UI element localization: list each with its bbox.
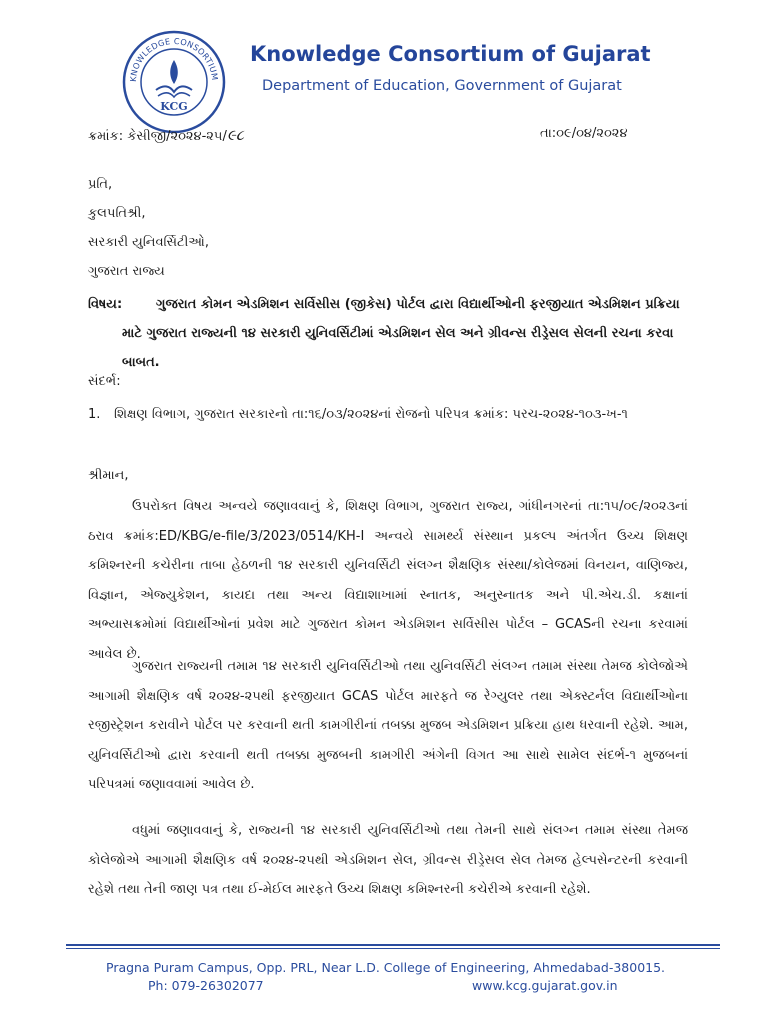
- subject-block: [88, 290, 688, 377]
- reference-item-text: શિક્ષણ વિભાગ, ગુજરાત સરકારનો તા:૧૬/૦૩/૨૦૨૪નાં રોજનો પરિપત્ર ક્રમાંક: પરચ-૨૦૨૪-૧૦૩-ખ-૧: [114, 407, 628, 422]
- footer-divider: [66, 944, 720, 946]
- references-heading: સંદર્ભ:: [88, 374, 121, 389]
- recipient-line: પ્રતિ,: [88, 177, 113, 192]
- kcg-logo: [122, 30, 226, 134]
- reference-number: ક્રમાંક: કેસીજી/૨૦૨૪-૨૫/: [88, 129, 227, 144]
- body-paragraph: ઉપરોક્ત વિષય અન્વયે જણાવવાનું કે, શિક્ષણ વિભાગ, ગુજરાત રાજ્ય, ગાંધીનગરનાં તા:૧૫/૦૯/૨૦૨૩નાં ઠરાવ ક્રમાંક:ED/KBG/e-file/3/2023/0514/KH-I અન્વયે સામર્થ્ય સંસ્થાન પ્રકલ્પ અંતર્ગત ઉચ્ચ શિક્ષણ કમિશ્નરની કચેરીના તાબા હેઠળની ૧૪ સરકારી યુનિવર્સિટી સંલગ્ન શૈક્ષણિક સંસ્થા/કોલેજમાં વિનયન, વાણિજ્ય, વિજ્ઞાન, એજ્યુકેશન, કાયદા તથા અન્ય વિદ્યાશાખામાં સ્નાતક, અનુસ્નાતક અને પી.એચ.ડી. કક્ષાનાં અભ્યાસક્રમોમાં વિદ્યાર્થીઓનાં પ્રવેશ માટે ગુજરાત કોમન એડમિશન સર્વિસીસ પોર્ટલ – GCASની રચના કરવામાં આવેલ છે.: [88, 499, 688, 662]
- body-paragraph: ગુજરાત રાજ્યની તમામ ૧૪ સરકારી યુનિવર્સિટીઓ તથા યુનિવર્સિટી સંલગ્ન તમામ સંસ્થા તેમજ કોલેજોએ આગામી શૈક્ષણિક વર્ષ ૨૦૨૪-૨૫થી ફરજીયાત GCAS પોર્ટલ મારફતે જ રેગ્યુલર તથા એક્સ્ટર્નલ વિદ્યાર્થીઓના રજીસ્ટ્રેશન કરાવીને પોર્ટલ પર કરવાની થતી કામગીરીનાં તબક્કા મુજબ એડમિશન પ્રક્રિયા હાથ ધરવાની રહેશે. આમ, યુનિવર્સિટીઓ દ્વારા કરવાની થતી તબક્કા મુજબની કામગીરી અંગેની વિગત આ સાથે સામેલ સંદર્ભ-૧ મુજબનાં પરિપત્રમાં જણાવવામાં આવેલ છે.: [88, 659, 688, 792]
- footer-website[interactable]: www.kcg.gujarat.gov.in: [472, 978, 618, 993]
- letter-date: તા:૦૯/૦૪/૨૦૨૪: [540, 126, 628, 141]
- salutation: શ્રીમાન,: [88, 468, 129, 483]
- subject-text: ગુજરાત કોમન એડમિશન સર્વિસીસ (જીકેસ) પોર્ટલ દ્વારા વિદ્યાર્થીઓની ફરજીયાત એડમિશન પ્રક્રિયા માટે ગુજરાત રાજ્યની ૧૪ સરકારી યુનિવર્સિટીમાં એડમિશન સેલ અને ગ્રીવન્સ રીડ્રેસલ સેલની રચના કરવા બાબત.: [122, 297, 680, 370]
- letter-reference: [88, 126, 244, 144]
- logo-short: KCG: [160, 100, 188, 113]
- organization-subtitle: Department of Education, Government of Gujarat: [262, 78, 622, 94]
- organization-title: Knowledge Consortium of Gujarat: [250, 42, 651, 66]
- reference-item-number: 1.: [88, 407, 101, 422]
- footer-divider: [66, 948, 720, 949]
- reference-item: [88, 400, 688, 429]
- handwritten-reference: ૯૮: [226, 126, 244, 144]
- footer-address: Pragna Puram Campus, Opp. PRL, Near L.D. College of Engineering, Ahmedabad-380015.: [106, 960, 666, 975]
- recipient-block: [88, 170, 209, 286]
- recipient-line: ગુજરાત રાજ્ય: [88, 264, 165, 279]
- footer-phone: Ph: 079-26302077: [148, 978, 264, 993]
- body-paragraph: વધુમાં જણાવવાનું કે, રાજ્યની ૧૪ સરકારી યુનિવર્સિટીઓ તથા તેમની સાથે સંલગ્ન તમામ સંસ્થા તેમજ કોલેજોએ આગામી શૈક્ષણિક વર્ષ ૨૦૨૪-૨૫થી એડમિશન સેલ, ગ્રીવન્સ રીડ્રેસલ સેલ તેમજ હેલ્પસેન્ટરની કરવાની રહેશે તથા તેની જાણ પત્ર તથા ઈ-મેઈલ મારફતે ઉચ્ચ શિક્ષણ કમિશ્નરની કચેરીએ કરવાની રહેશે.: [88, 823, 688, 897]
- subject-label: વિષય:: [88, 297, 123, 312]
- recipient-line: કુલપતિશ્રી,: [88, 206, 146, 221]
- recipient-line: સરકારી યુનિવર્સિટીઓ,: [88, 235, 209, 250]
- logo-ring-text: KNOWLEDGE CONSORTIUM: [127, 35, 221, 83]
